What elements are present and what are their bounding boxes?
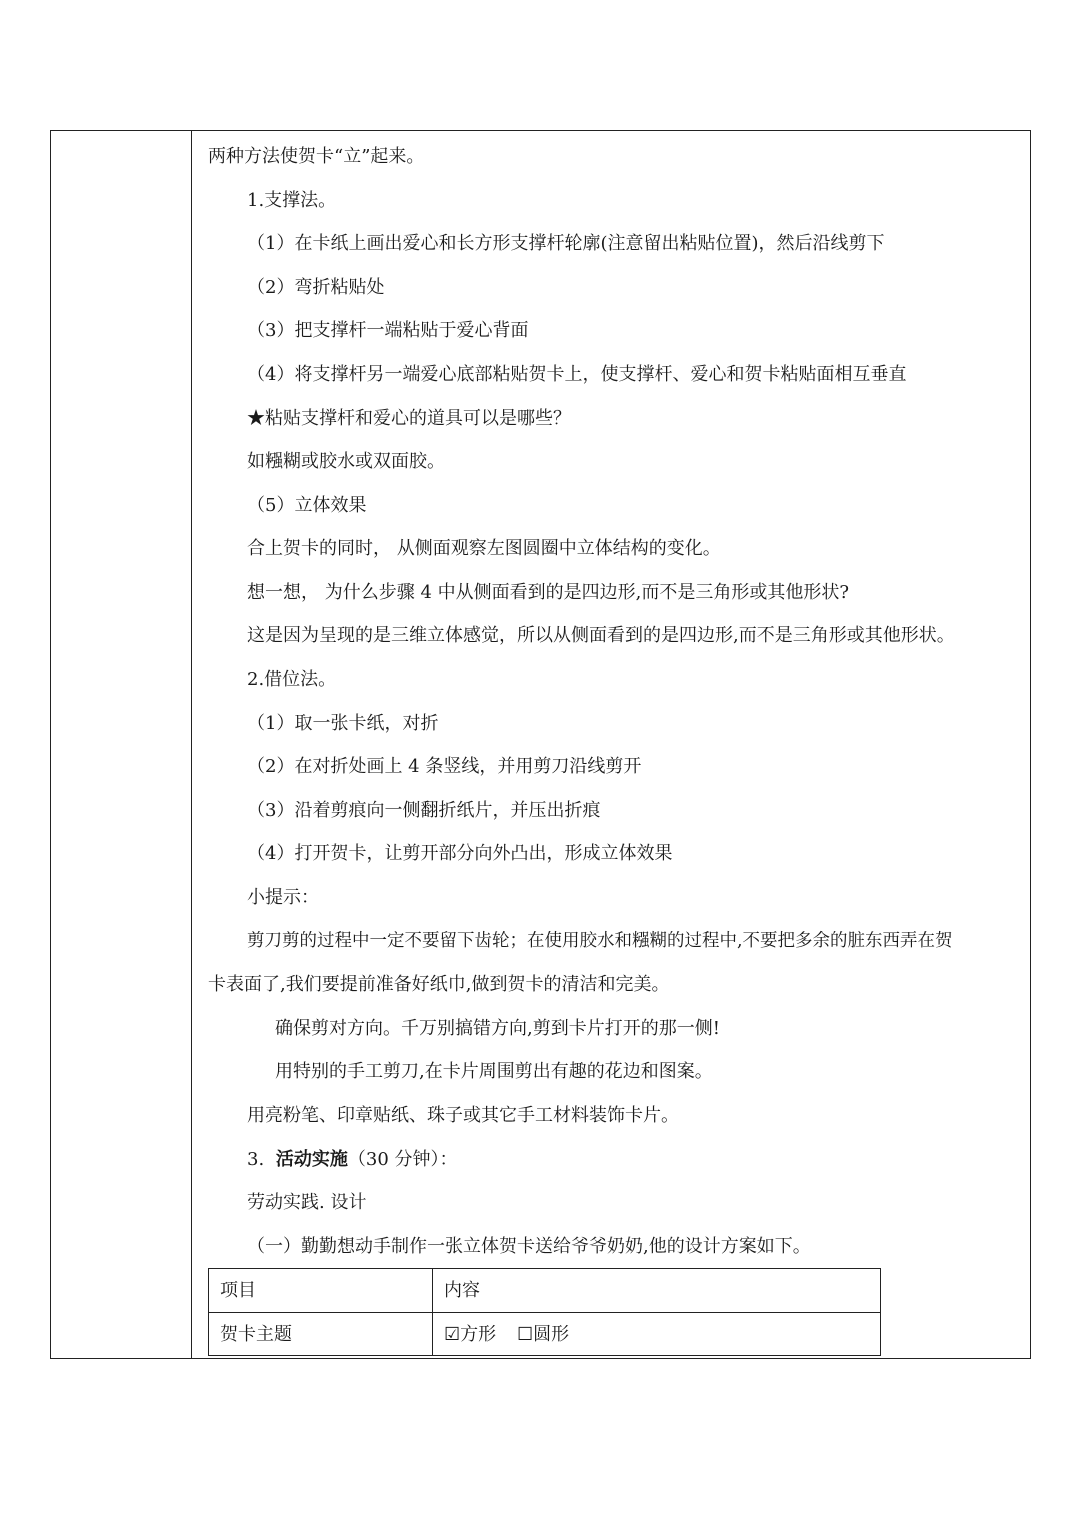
practice-line: 劳动实践. 设计 <box>247 1192 367 1213</box>
text-line-10: 合上贺卡的同时， 从侧面观察左图圆圈中立体结构的变化。 <box>247 538 721 559</box>
text-line-5: （3）把支撑杆一端粘贴于爱心背面 <box>247 320 529 341</box>
text-line-1: 两种方法使贺卡“立”起来。 <box>208 146 425 167</box>
option-square[interactable] <box>444 1323 496 1347</box>
text-line-13: 2.借位法。 <box>247 669 337 690</box>
text-line-11: 想一想， 为什么步骤 4 中从侧面看到的是四边形,而不是三角形或其他形状? <box>247 582 849 603</box>
text-line-18: 小提示： <box>247 887 319 908</box>
text-line-14: （1）取一张卡纸，对折 <box>247 713 439 734</box>
outer-table-border <box>50 130 1031 1359</box>
text-line-21: 确保剪对方向。千万别搞错方向,剪到卡片打开的那一侧! <box>275 1018 720 1039</box>
text-line-22: 用特别的手工剪刀,在卡片周围剪出有趣的花边和图案。 <box>275 1061 713 1082</box>
table-row-label: 贺卡主题 <box>220 1324 292 1345</box>
text-line-7: ★粘贴支撑杆和爱心的道具可以是哪些？ <box>247 408 571 429</box>
option-circle[interactable] <box>517 1323 569 1347</box>
option-square-label: 方形 <box>460 1324 497 1345</box>
section-suffix: （30 分钟）： <box>347 1149 458 1170</box>
text-line-2: 1.支撑法。 <box>247 190 337 211</box>
text-line-3: （1）在卡纸上画出爱心和长方形支撑杆轮廓(注意留出粘贴位置)，然后沿线剪下 <box>247 233 885 254</box>
section-number: 3. <box>247 1149 265 1170</box>
text-line-23: 用亮粉笔、印章贴纸、珠子或其它手工材料装饰卡片。 <box>247 1105 679 1126</box>
text-line-12: 这是因为呈现的是三维立体感觉，所以从侧面看到的是四边形,而不是三角形或其他形状。 <box>247 625 955 646</box>
text-line-19: 剪刀剪的过程中一定不要留下齿轮；在使用胶水和糨糊的过程中,不要把多余的脏东西弄在贺 <box>247 931 953 951</box>
text-line-16: （3）沿着剪痕向一侧翻折纸片，并压出折痕 <box>247 800 601 821</box>
text-line-20: 卡表面了,我们要提前准备好纸巾,做到贺卡的清洁和完美。 <box>208 974 670 995</box>
checked-box-icon[interactable]: ☑ <box>444 1324 461 1345</box>
text-line-6: （4）将支撑杆另一端爱心底部粘贴贺卡上，使支撑杆、爱心和贺卡粘贴面相互垂直 <box>247 364 907 385</box>
text-line-17: （4）打开贺卡，让剪开部分向外凸出，形成立体效果 <box>247 843 673 864</box>
table-col-divider <box>432 1269 433 1355</box>
text-line-4: （2）弯折粘贴处 <box>247 277 385 298</box>
text-line-8: 如糨糊或胶水或双面胶。 <box>247 451 445 472</box>
table-header-content: 内容 <box>444 1280 480 1301</box>
design-table <box>208 1268 881 1356</box>
text-line-15: （2）在对折处画上 4 条竖线，并用剪刀沿线剪开 <box>247 756 642 777</box>
column-divider <box>191 130 192 1359</box>
section-heading <box>247 1148 458 1172</box>
task-line: （一）勤勤想动手制作一张立体贺卡送给爷爷奶奶,他的设计方案如下。 <box>247 1236 811 1257</box>
table-row-divider <box>209 1312 880 1313</box>
option-circle-label: 圆形 <box>533 1324 570 1345</box>
table-header-item: 项目 <box>220 1280 256 1301</box>
unchecked-box-icon[interactable]: ☐ <box>517 1324 534 1345</box>
text-line-9: （5）立体效果 <box>247 495 367 516</box>
section-title: 活动实施 <box>275 1149 348 1170</box>
